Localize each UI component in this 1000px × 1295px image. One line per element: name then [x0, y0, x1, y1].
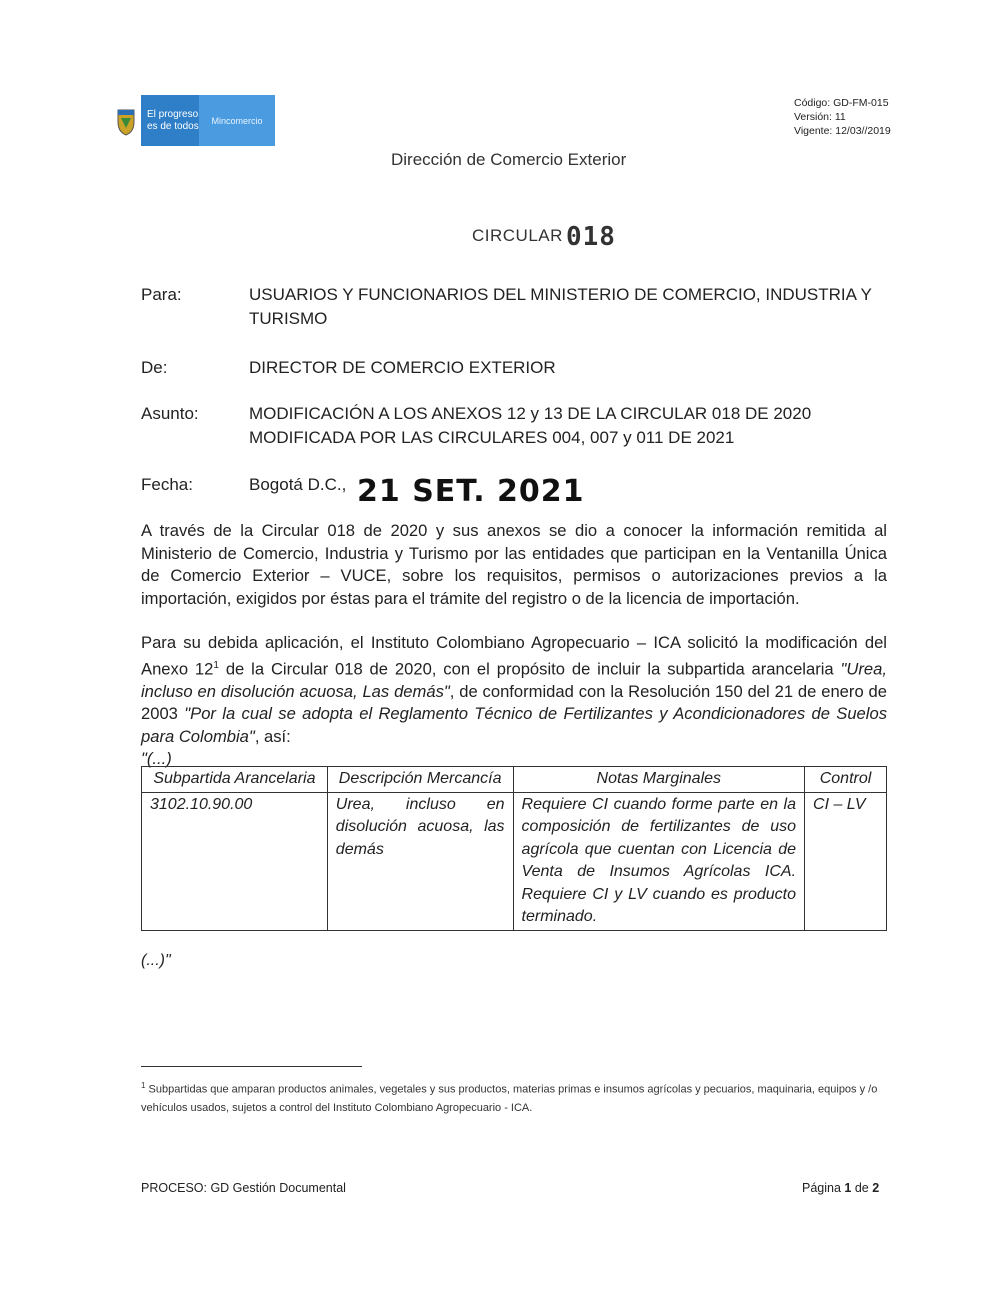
- footnote-text: Subpartidas que amparan productos animales, vegetales y sus productos, materias primas e insumos agrícolas y pecuarios, maquinaria, equipos y /o vehículos usados, sujetos a control del Instituto Colombiano Agropecuario - ICA.: [141, 1083, 878, 1114]
- table-header-row: [142, 767, 887, 793]
- page-prefix: Página: [802, 1181, 845, 1195]
- col-notas: Notas Marginales: [513, 767, 804, 793]
- quote-close: (...)": [141, 952, 171, 969]
- cell-subpartida: 3102.10.90.00: [142, 792, 328, 930]
- para-label: Para:: [141, 285, 182, 304]
- logo-slogan-line1: El progreso: [147, 108, 199, 120]
- asunto-label: Asunto:: [141, 404, 199, 423]
- p2-text-a: Para su debida aplicación, el Instituto Colombiano Agropecuario – ICA solicitó la modificación del Anexo 12: [141, 633, 887, 679]
- p2-text-d: , de conformidad con la Resolución 150 del 21 de enero de 2003: [141, 681, 887, 724]
- p2-text-b: de la Circular 018 de 2020, con el propósito de incluir la subpartida arancelaria: [218, 659, 841, 679]
- logo-slogan-line2: es de todos: [147, 120, 199, 132]
- coat-of-arms-icon: [111, 95, 141, 146]
- cell-descripcion: Urea, incluso en disolución acuosa, las demás: [327, 792, 513, 930]
- paragraph-modification: [141, 632, 887, 771]
- asunto-value: MODIFICACIÓN A LOS ANEXOS 12 y 13 DE LA CIRCULAR 018 DE 2020 MODIFICADA POR LAS CIRCULARES 004, 007 y 011 DE 2021: [249, 404, 812, 447]
- footnote-divider: [141, 1066, 362, 1067]
- col-control: Control: [805, 767, 887, 793]
- circular-label: CIRCULAR: [472, 226, 563, 245]
- paragraph-intro: A través de la Circular 018 de 2020 y sus anexos se dio a conocer la información remitida al Ministerio de Comercio, Industria y Turismo por las entidades que participan en la Ventanilla Única de Comercio Exterior – VUCE, sobre los requisitos, permisos o autorizaciones previos a la importación, exigidos por éstas para el trámite del registro o de la licencia de importación.: [141, 521, 887, 608]
- document-validity: Vigente: 12/03//2019: [794, 125, 891, 137]
- footnote-ref: 1: [213, 659, 219, 671]
- p2-italic-resolution: "Por la cual se adopta el Reglamento Técnico de Fertilizantes y Acondicionadores de Suelos para Colombia": [141, 704, 887, 746]
- logo-ministry: Mincomercio: [199, 95, 275, 146]
- ministry-logo: [111, 95, 275, 146]
- page-mid: de: [851, 1181, 873, 1195]
- document-version: Versión: 11: [794, 111, 846, 123]
- logo-slogan: [141, 95, 199, 146]
- footnote-mark: 1: [141, 1081, 146, 1090]
- footer-process: PROCESO: GD Gestión Documental: [141, 1181, 346, 1195]
- page-current: 1: [844, 1181, 852, 1195]
- document-code: Código: GD-FM-015: [794, 97, 889, 109]
- col-subpartida: Subpartida Arancelaria: [142, 767, 328, 793]
- document-control: [794, 96, 891, 138]
- p2-text-f: , así:: [254, 726, 291, 746]
- table-row: [142, 792, 887, 930]
- footnote: [141, 1077, 887, 1117]
- direction-title: Dirección de Comercio Exterior: [391, 150, 627, 169]
- fecha-label: Fecha:: [141, 475, 193, 494]
- col-descripcion: Descripción Mercancía: [327, 767, 513, 793]
- tariff-table: [141, 766, 887, 931]
- page-total: 2: [872, 1181, 880, 1195]
- p2-quote-open: "(...): [141, 749, 172, 769]
- footer-page-number: [802, 1181, 879, 1195]
- de-label: De:: [141, 358, 168, 377]
- circular-number: 018: [566, 222, 616, 252]
- date-stamp: 21 SET. 2021: [357, 474, 585, 509]
- para-value: USUARIOS Y FUNCIONARIOS DEL MINISTERIO DE COMERCIO, INDUSTRIA Y TURISMO: [249, 285, 872, 328]
- p2-italic-subpartida: "Urea, incluso en disolución acuosa, Las demás": [141, 659, 887, 701]
- cell-notas: Requiere CI cuando forme parte en la composición de fertilizantes de uso agrícola que cuentan con Licencia de Venta de Insumos Agrícolas ICA. Requiere CI y LV cuando es producto terminado.: [513, 792, 804, 930]
- fecha-place: Bogotá D.C.,: [249, 475, 347, 494]
- de-value: DIRECTOR DE COMERCIO EXTERIOR: [249, 358, 556, 377]
- cell-control: CI – LV: [805, 792, 887, 930]
